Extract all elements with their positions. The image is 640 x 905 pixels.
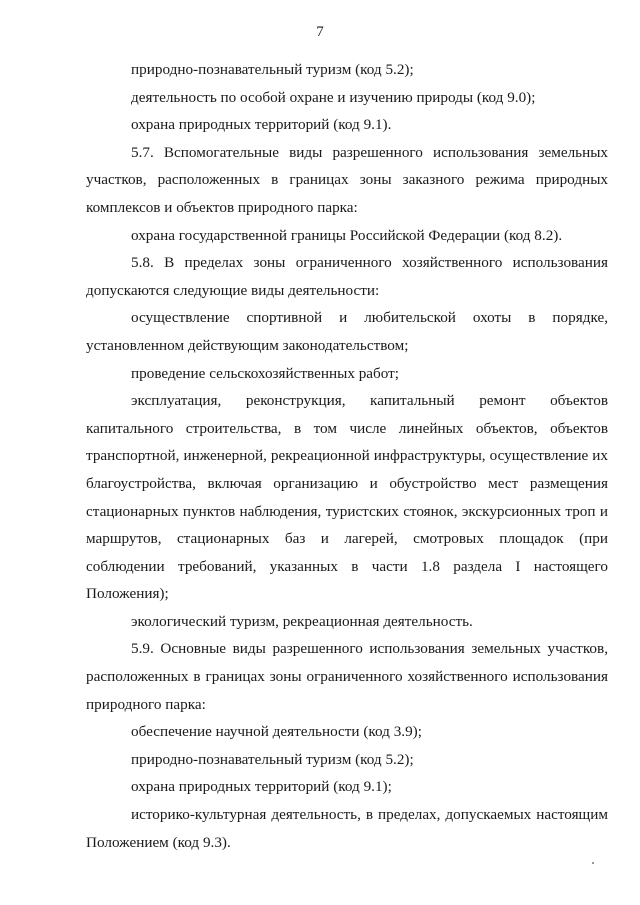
paragraph: природно-познавательный туризм (код 5.2);: [131, 750, 414, 768]
section-5-9-paragraph: 5.9. Основные виды разрешенного использования земельных участков, расположенных в границах зоны ограниченного хозяйственного использования природного парка:: [86, 640, 608, 713]
paragraph: эксплуатация, реконструкция, капитальный ремонт объектов капитального строительства, в том числе линейных объектов, объектов транспортной, инженерной, рекреационной инфраструктуры, осуществление их благоустройства, включая организацию и обустройство мест размещения стационарных пунктов наблюдения, туристских стоянок, экскурсионных троп и маршрутов, стационарных баз и лагерей, смотровых площадок (при соблюдении требований, указанных в части 1.8 раздела I настоящего Положения);: [86, 392, 608, 603]
paragraph: проведение сельскохозяйственных работ;: [131, 364, 400, 382]
section-5-8-paragraph: 5.8. В пределах зоны ограниченного хозяйственного использования допускаются следующие виды деятельности:: [86, 254, 608, 299]
paragraph: осуществление спортивной и любительской охоты в порядке, установленном действующим законодательством;: [86, 309, 608, 354]
paragraph: обеспечение научной деятельности (код 3.9);: [131, 723, 422, 741]
paragraph: деятельность по особой охране и изучению природы (код 9.0);: [131, 88, 536, 106]
paragraph: охрана природных территорий (код 9.1).: [131, 116, 392, 134]
paragraph: охрана государственной границы Российской Федерации (код 8.2).: [131, 226, 563, 244]
paragraph: историко-культурная деятельность, в пределах, допускаемых настоящим Положением (код 9.3).: [86, 806, 608, 851]
page-number: 7: [316, 24, 324, 40]
paragraph: природно-познавательный туризм (код 5.2);: [131, 61, 414, 78]
section-5-7-paragraph: 5.7. Вспомогательные виды разрешенного использования земельных участков, расположенных в границах зоны заказного режима природных комплексов и объектов природного парка:: [86, 143, 608, 216]
paragraph: охрана природных территорий (код 9.1);: [131, 778, 392, 796]
document-body: [86, 56, 608, 856]
scan-speck: [592, 862, 594, 864]
paragraph: экологический туризм, рекреационная деятельность.: [131, 612, 473, 630]
